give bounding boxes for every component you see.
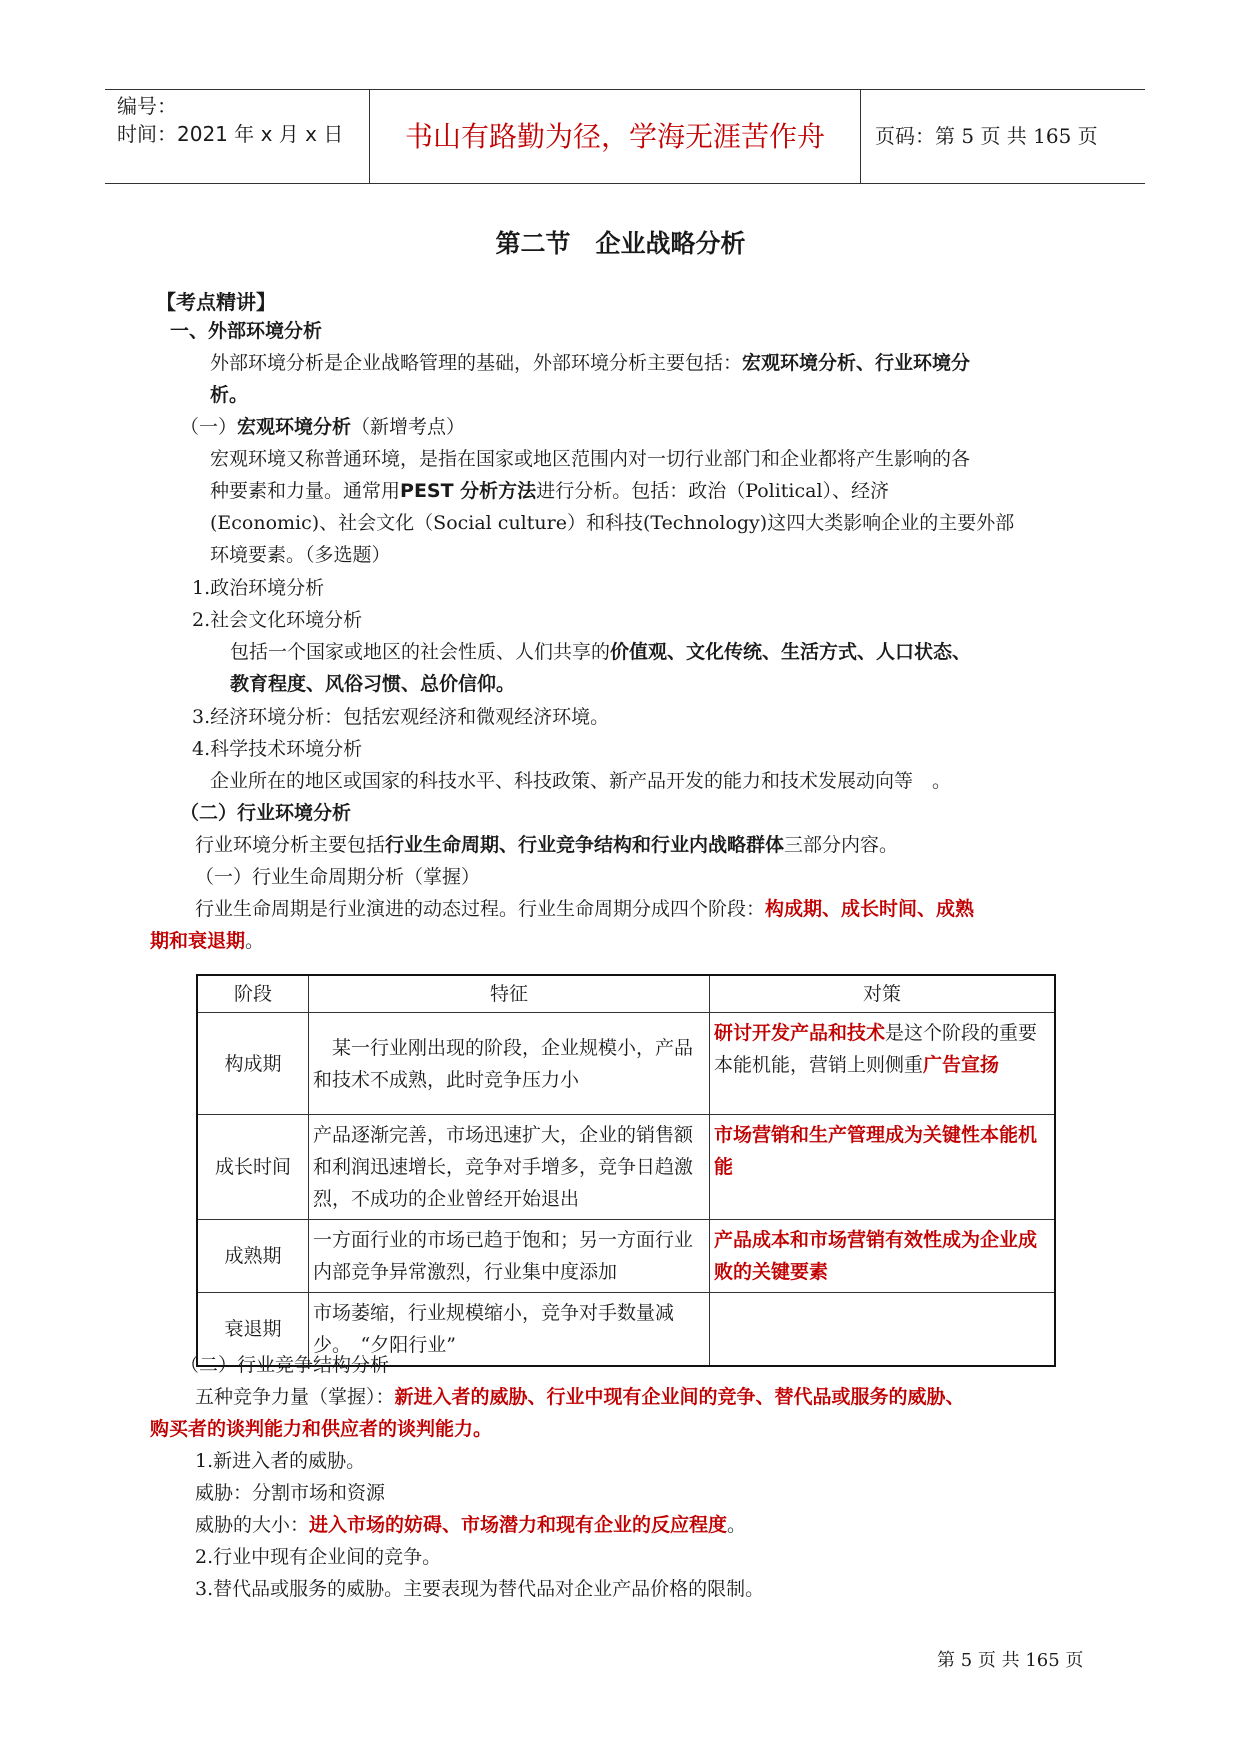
- text-red: 进入市场的妨碍、市场潜力和现有企业的反应程度: [309, 1514, 728, 1536]
- macro-para-line3: (Economic)、社会文化（Social culture）和科技(Technology)这四大类影响企业的主要外部: [210, 512, 1015, 534]
- page-title: 第二节 企业战略分析: [495, 229, 746, 258]
- text: 。: [245, 930, 265, 952]
- substitutes-item: 3.替代品或服务的威胁。主要表现为替代品对企业产品价格的限制。: [195, 1578, 765, 1600]
- stage-cell: 成长时间: [197, 1115, 309, 1220]
- macro-item-tech: 4.科学技术环境分析: [192, 738, 363, 760]
- threat-size-line: [195, 1512, 746, 1538]
- header-motto: 书山有路勤为径，学海无涯苦作舟: [369, 90, 861, 183]
- table-row: [197, 1220, 1055, 1293]
- heading-macro-env: [180, 414, 465, 440]
- stage-cell: 衰退期: [197, 1293, 309, 1367]
- text-bold: 价值观、文化传统、生活方式、人口状态、: [610, 641, 972, 663]
- text-bold: PEST 分析方法: [400, 480, 537, 502]
- strategy-cell: [710, 1293, 1056, 1367]
- new-entrants-item: 1.新进入者的威胁。: [195, 1450, 366, 1472]
- heading-industry-env: （二）行业环境分析: [180, 802, 352, 824]
- table-row: [197, 1115, 1055, 1220]
- header-meta: [117, 90, 357, 185]
- table-header-cell: 阶段: [197, 975, 309, 1013]
- text: （新增考点）: [351, 416, 466, 438]
- macro-para-line4: 环境要素。（多选题）: [210, 544, 391, 566]
- stage-cell: 成熟期: [197, 1220, 309, 1293]
- life-cycle-table: [196, 974, 1056, 1367]
- strategy-cell: [710, 1013, 1056, 1115]
- external-intro-line1: [210, 350, 970, 376]
- text: 三部分内容。: [784, 834, 899, 856]
- text: 行业生命周期是行业演进的动态过程。行业生命周期分成四个阶段：: [195, 898, 766, 920]
- heading-competition: （二）行业竞争结构分析: [180, 1354, 390, 1376]
- text: 。: [727, 1514, 747, 1536]
- macro-para-line2: [210, 478, 889, 504]
- table-header-row: [197, 975, 1055, 1013]
- text-red: 广告宣扬: [923, 1054, 1000, 1076]
- text-red: 期和衰退期: [150, 930, 246, 952]
- strategy-cell: [710, 1220, 1056, 1293]
- text: 行业环境分析主要包括: [195, 834, 386, 856]
- text-red: 新进入者的威胁、行业中现有企业间的竞争、替代品或服务的威胁、: [394, 1386, 965, 1408]
- table-row: [197, 1013, 1055, 1115]
- heading-life-cycle: （一）行业生命周期分析（掌握）: [195, 866, 481, 888]
- text: 外部环境分析是企业战略管理的基础，外部环境分析主要包括：: [210, 352, 743, 374]
- feature-cell: 某一行业刚出现的阶段，企业规模小，产品和技术不成熟，此时竞争压力小: [309, 1013, 710, 1115]
- macro-para-line1: 宏观环境又称普通环境，是指在国家或地区范围内对一切行业部门和企业都将产生影响的各: [210, 448, 971, 470]
- strategy-cell: [710, 1115, 1056, 1220]
- macro-item-political: 1.政治环境分析: [192, 577, 325, 599]
- life-cycle-line1: [195, 896, 974, 922]
- threat-line: 威胁：分割市场和资源: [195, 1482, 386, 1504]
- text: 进行分析。包括：政治（Political）、经济: [536, 480, 890, 502]
- doc-time-label: 时间：2021 年 x 月 x 日: [117, 122, 344, 146]
- text-red: 研讨开发产品和技术: [714, 1022, 886, 1044]
- text: 种要素和力量。通常用: [210, 480, 401, 502]
- text: 威胁的大小：: [195, 1514, 310, 1536]
- text-bold: 宏观环境分析: [237, 416, 352, 438]
- text: 包括一个国家或地区的社会性质、人们共享的: [230, 641, 611, 663]
- text: （一）: [180, 416, 238, 438]
- text-red: 构成期、成长时间、成熟: [765, 898, 975, 920]
- section-tag: 【考点精讲】: [156, 290, 276, 314]
- text-bold: 宏观环境分析、行业环境分: [742, 352, 971, 374]
- table-header-cell: 对策: [710, 975, 1056, 1013]
- macro-item-economic: 3.经济环境分析：包括宏观经济和微观经济环境。: [192, 706, 610, 728]
- five-forces-line1: [195, 1384, 965, 1410]
- social-desc-line1: [230, 639, 971, 665]
- feature-cell: 市场萎缩，行业规模缩小，竞争对手数量减少。 “夕阳行业”: [309, 1293, 710, 1367]
- text-red: 产品成本和市场营销有效性成为企业成败的关键要素: [714, 1229, 1038, 1283]
- rivalry-item: 2.行业中现有企业间的竞争。: [195, 1546, 442, 1568]
- stage-cell: 构成期: [197, 1013, 309, 1115]
- feature-cell: 产品逐渐完善，市场迅速扩大，企业的销售额和利润迅速增长，竞争对手增多，竞争日趋激烈，不成功的企业曾经开始退出: [309, 1115, 710, 1220]
- tech-desc: 企业所在的地区或国家的科技水平、科技政策、新产品开发的能力和技术发展动向等 。: [210, 770, 952, 792]
- feature-cell: 一方面行业的市场已趋于饱和；另一方面行业内部竞争异常激烈，行业集中度添加: [309, 1220, 710, 1293]
- macro-item-social: 2.社会文化环境分析: [192, 609, 363, 631]
- page-header: [105, 89, 1145, 184]
- external-intro-line2: 析。: [210, 384, 249, 406]
- text: 五种竞争力量（掌握）：: [195, 1386, 395, 1408]
- doc-number-label: 编号：: [117, 94, 177, 118]
- heading-external-env: 一、外部环境分析: [170, 320, 323, 342]
- life-cycle-line2: [150, 928, 264, 954]
- social-desc-line2: 教育程度、风俗习惯、总价信仰。: [230, 673, 516, 695]
- industry-intro: [195, 832, 898, 858]
- text: 是这个阶段的重要本能机能，营销上则侧重: [714, 1022, 1038, 1076]
- text-bold: 行业生命周期、行业竞争结构和行业内战略群体: [385, 834, 785, 856]
- table-header-cell: 特征: [309, 975, 710, 1013]
- five-forces-line2: 购买者的谈判能力和供应者的谈判能力。: [150, 1418, 493, 1440]
- header-page-label: 页码：第 5 页 共 165 页: [875, 124, 1098, 148]
- page-footer: 第 5 页 共 165 页: [937, 1650, 1084, 1671]
- text-red: 市场营销和生产管理成为关键性本能机能: [714, 1124, 1038, 1178]
